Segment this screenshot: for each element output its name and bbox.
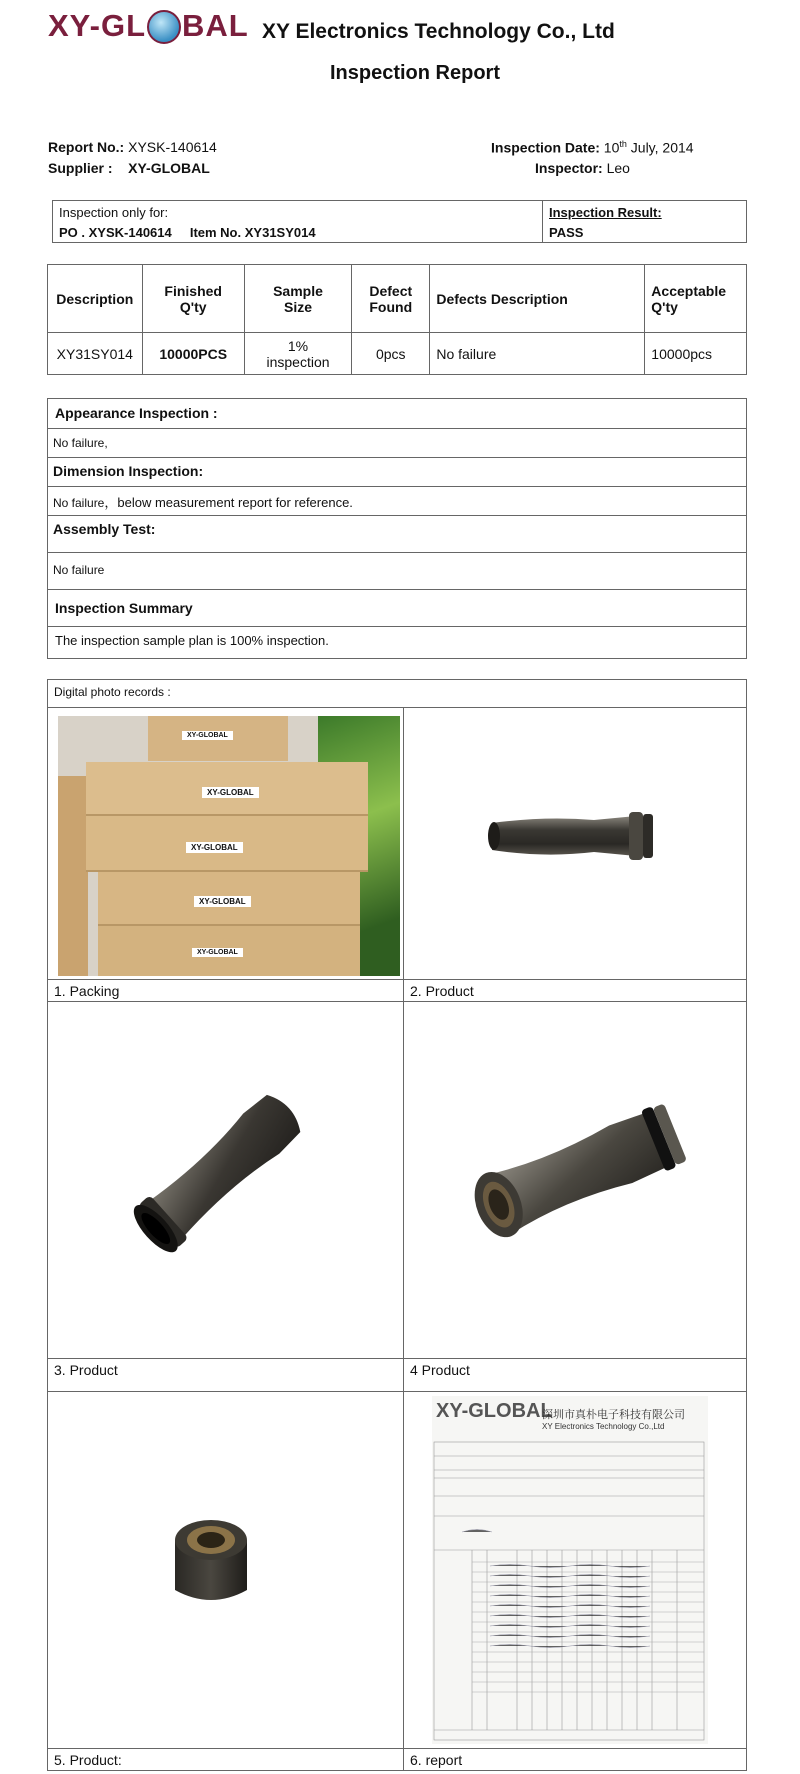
dimension-text: No failure，below measurement report for reference. bbox=[53, 495, 353, 510]
company-logo: XY-GL BAL bbox=[48, 8, 249, 43]
sections-box bbox=[47, 398, 747, 659]
product-photo-2 bbox=[404, 708, 748, 979]
caption-report: 6. report bbox=[410, 1752, 463, 1768]
table-row: XY31SY014 10000PCS 1% inspection 0pcs No failure 10000pcs bbox=[48, 333, 747, 375]
summary-table bbox=[47, 264, 747, 375]
assembly-text: No failure bbox=[53, 563, 105, 577]
caption-product-3: 3. Product bbox=[54, 1362, 118, 1378]
photo-records bbox=[47, 679, 747, 1771]
inspection-for-box bbox=[52, 200, 747, 243]
inspector: Inspector: Leo bbox=[535, 160, 630, 176]
packing-photo: XY-GLOBAL XY-GLOBAL XY-GLOBAL XY-GLOBAL XY-GLOBAL bbox=[58, 716, 400, 976]
caption-product-5: 5. Product: bbox=[54, 1752, 122, 1768]
summary-text: The inspection sample plan is 100% inspection. bbox=[55, 633, 329, 648]
report-title: Inspection Report bbox=[329, 62, 500, 84]
po-line: PO . XYSK-140614 Item No. XY31SY014 bbox=[59, 225, 316, 240]
result-label: Inspection Result: bbox=[549, 205, 662, 220]
photo-records-label: Digital photo records : bbox=[54, 685, 171, 699]
caption-packing: 1. Packing bbox=[54, 983, 120, 999]
inspection-for-label: Inspection only for: bbox=[59, 205, 169, 220]
inspection-date: Inspection Date: 10th July, 2014 bbox=[491, 139, 694, 156]
company-name: XY Electronics Technology Co., Ltd bbox=[262, 20, 615, 43]
report-scan-photo bbox=[432, 1396, 708, 1744]
product-photo-4 bbox=[404, 1002, 748, 1358]
result-value: PASS bbox=[549, 225, 584, 240]
table-header-row: Description Finished Q'ty Sample Size Defect Found Defects Description Acceptable Q'ty bbox=[48, 265, 747, 333]
summary-label: Inspection Summary bbox=[55, 600, 193, 616]
report-scan-logo: XY-GLOBAL bbox=[436, 1400, 553, 1422]
dimension-label: Dimension Inspection: bbox=[53, 463, 204, 479]
supplier: Supplier : XY-GLOBAL bbox=[48, 160, 210, 176]
caption-product-2: 2. Product bbox=[410, 983, 474, 999]
globe-icon bbox=[147, 10, 181, 44]
appearance-label: Appearance Inspection : bbox=[55, 405, 218, 421]
product-photo-5 bbox=[48, 1392, 403, 1748]
assembly-label: Assembly Test: bbox=[53, 521, 156, 537]
report-scan-cn: 深圳市真朴电子科技有限公司 bbox=[542, 1409, 685, 1421]
caption-product-4: 4 Product bbox=[410, 1362, 470, 1378]
product-photo-3 bbox=[48, 1002, 403, 1358]
appearance-text: No failure, bbox=[53, 436, 108, 450]
report-scan-en: XY Electronics Technology Co.,Ltd bbox=[542, 1422, 665, 1431]
report-number: Report No.: XYSK-140614 bbox=[48, 139, 217, 155]
box-label: XY-GLOBAL bbox=[182, 731, 233, 740]
report-scan-table bbox=[432, 1440, 708, 1744]
